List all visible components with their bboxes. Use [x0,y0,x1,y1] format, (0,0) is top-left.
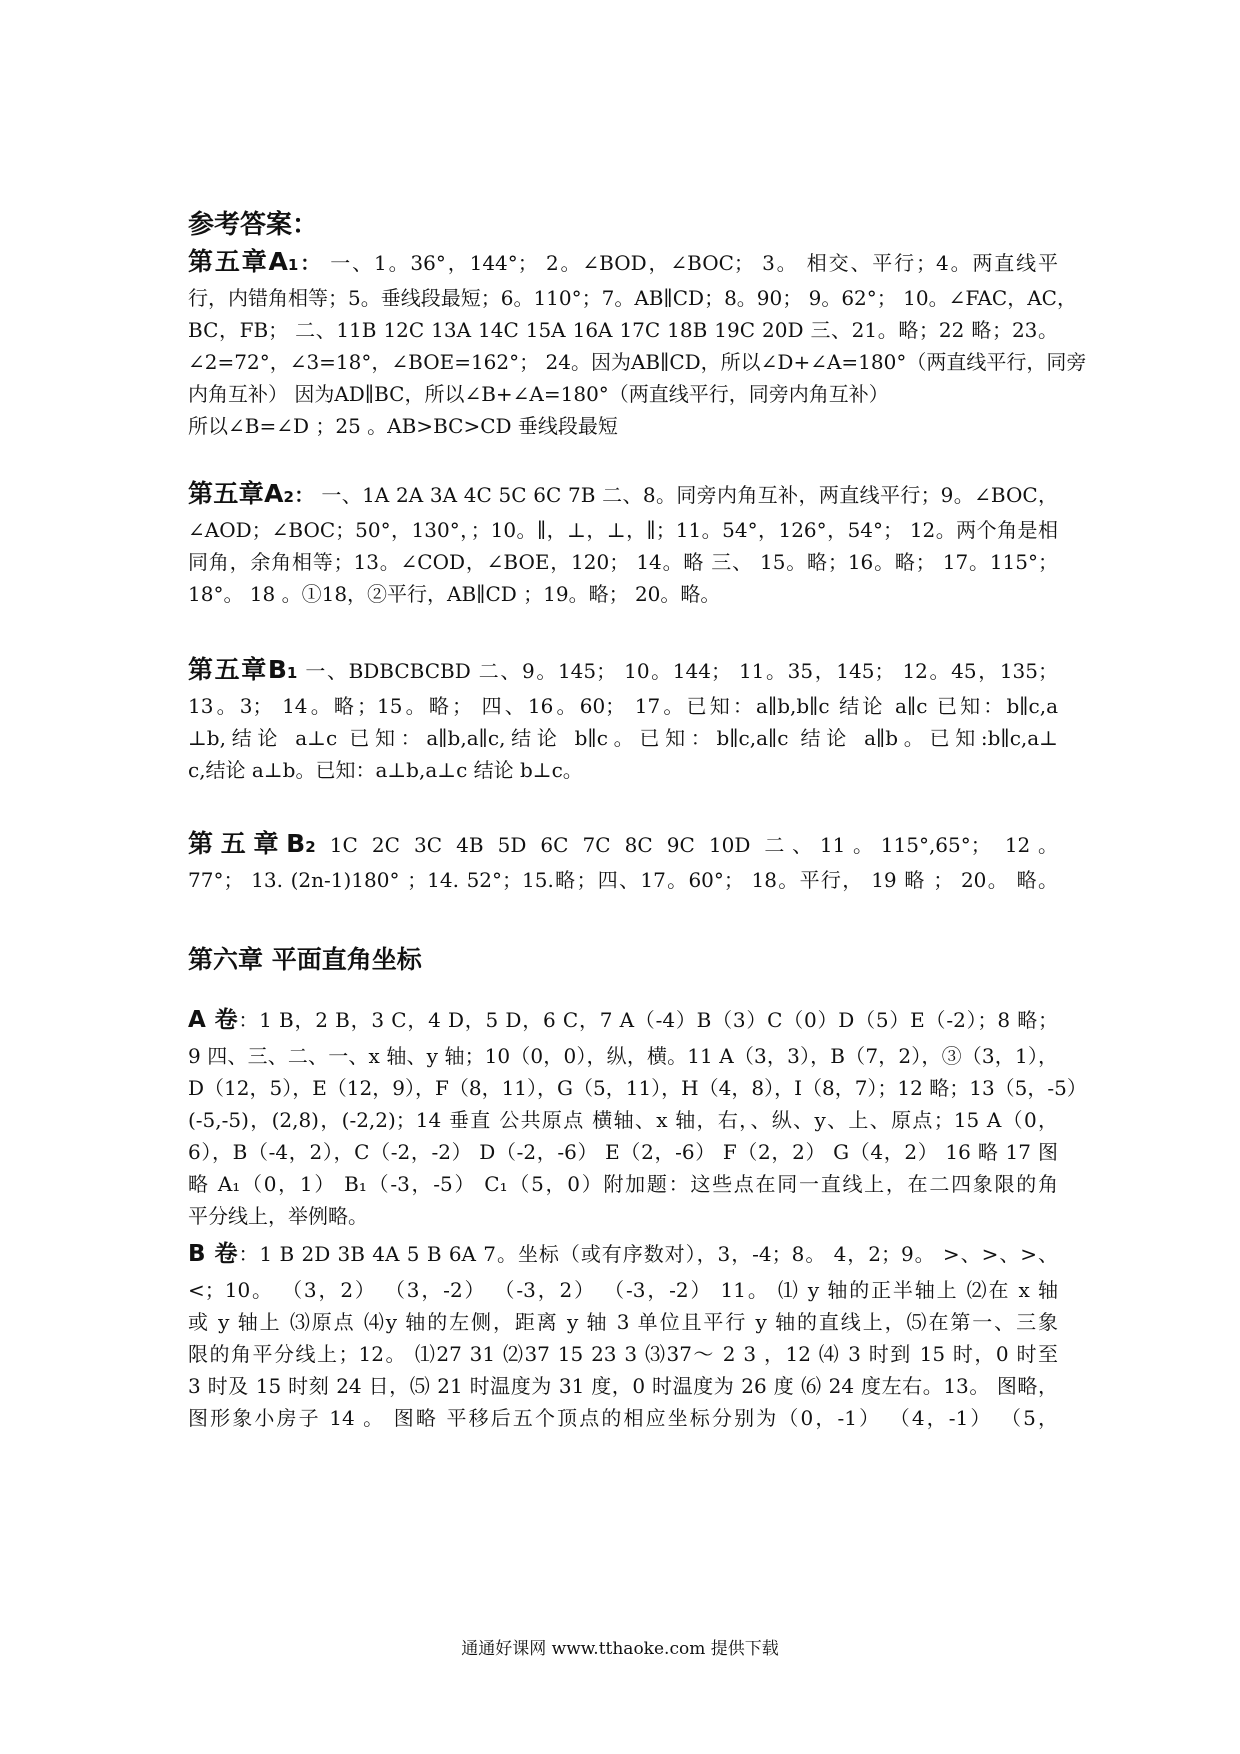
section-chapter5-a2 [188,474,1058,610]
section-line: D（12，5），E（12，9），F（8，11），G（5，11），H（4，8），I（8，7）；12 略；13（5，-5） [188,1076,1087,1100]
section-line: 图形象小房子 14 。 图略 平移后五个顶点的相应坐标分别为（0，-1） （4，-1） （5， [188,1406,1058,1430]
section-line: 6），B（-4，2），C（-2，-2） D（-2，-6） E（2，-6） F（2，2） G（4，2） 16 略 17 图 [188,1140,1058,1164]
section-heading-colon: ： [293,483,315,507]
section-line: 同角，余角相等；13。∠COD，∠BOE，120； 14。略 三、 15。略；16。略； 17。115°； [188,550,1058,574]
section-line: <；10。 （3，2） （3，-2） （-3，2） （-3，-2） 11。 ⑴ y 轴的正半轴上 ⑵在 x 轴 [188,1278,1058,1302]
section-label: B 卷 [188,1241,239,1267]
section-line: c,结论 a⊥b。已知：a⊥b,a⊥c 结论 b⊥c。 [188,758,583,782]
section-line: 所以∠B=∠D ；25 。AB>BC>CD 垂线段最短 [188,414,618,438]
page-footer: 通通好课网 www.tthaoke.com 提供下载 [461,1639,779,1659]
section-chapter6-b [188,1234,1058,1434]
section-text: 1C 2C 3C 4B 5D 6C 7C 8C 9C 10D 二、11。115°,65°； 12。 [329,833,1059,857]
section-line: 77°； 13. (2n-1)180° ；14. 52°；15.略；四、17。60°； 18。平行， 19 略 ； 20。 略。 [188,868,1058,892]
section-text: 一、1。36°，144°； 2。∠BOD，∠BOC； 3。 相交、平行；4。两直线平 [330,251,1059,275]
section-line [188,474,1058,514]
section-line [188,1000,1058,1040]
section-heading: 第五章A [188,479,284,508]
section-chapter6-a [188,1000,1087,1232]
section-line: 平分线上，举例略。 [188,1204,368,1228]
section-line [188,1234,1058,1274]
section-heading-sub: 2 [283,488,294,506]
section-chapter5-a1 [188,242,1087,442]
section-heading: 第五章B [188,655,287,684]
section-line [188,650,1058,690]
section-chapter5-b1 [188,650,1058,786]
section-line: 限的角平分线上；12。 ⑴27 31 ⑵37 15 23 3 ⑶37～ 2 3 ，12 ⑷ 3 时到 15 时，0 时至 [188,1342,1058,1366]
section-heading: 第五章A [188,247,288,276]
section-line: (-5,-5)，(2,8)，(-2,2)；14 垂直 公共原点 横轴、x 轴，右，、纵、y、上、原点；15 A（0， [188,1108,1058,1132]
section-chapter5-b2 [188,824,1058,896]
section-line [188,824,1058,864]
section-text: 一、1A 2A 3A 4C 5C 6C 7B 二、8。同旁内角互补，两直线平行；9。∠BOC， [321,483,1059,507]
section-text: ：1 B，2 B，3 C，4 D，5 D，6 C，7 A（-4）B（3）C（0）D（5）E（-2）；8 略； [238,1008,1058,1032]
section-line: 13。3； 14。略；15。略； 四、16。60； 17。已知：a∥b,b∥c 结论 a∥c 已知：b∥c,a [188,694,1058,718]
section-text: 一、BDBCBCBD 二、9。145； 10。144； 11。35，145； 12。45，135； [305,659,1059,683]
chapter6-heading: 第六章 平面直角坐标 [188,945,422,974]
section-heading-sub: 1 [287,256,299,274]
section-line: BC，FB； 二、11B 12C 13A 14C 15A 16A 17C 18B 19C 20D 三、21。略；22 略；23。 [188,318,1058,342]
section-heading-sub: 1 [286,664,298,682]
section-line: 内角互补） 因为AD∥BC，所以∠B+∠A=180°（两直线平行，同旁内角互补） [188,382,889,406]
section-line [188,242,1058,282]
section-line: ∠2=72°，∠3=18°，∠BOE=162°； 24。因为AB∥CD，所以∠D+∠A=180°（两直线平行，同旁 [188,350,1087,374]
section-heading-colon: ： [298,251,323,275]
section-line: 9 四、三、二、一、x 轴、y 轴；10（0，0），纵，横。11 A（3，3），B（7，2），③（3，1）， [188,1044,1058,1068]
section-line: 略 A₁（0，1） B₁（-3，-5） C₁（5，0）附加题：这些点在同一直线上，在二四象限的角 [188,1172,1058,1196]
section-heading-sub: 2 [305,838,316,856]
section-line: 18°。 18 。①18，②平行，AB∥CD ；19。略； 20。略。 [188,582,721,606]
section-line: 或 y 轴上 ⑶原点 ⑷y 轴的左侧，距离 y 轴 3 单位且平行 y 轴的直线上，⑸在第一、三象 [188,1310,1058,1334]
section-text: ：1 B 2D 3B 4A 5 B 6A 7。坐标（或有序数对），3，-4；8。 4，2；9。 >、>、>、 [238,1242,1058,1266]
section-label: A 卷 [188,1007,239,1033]
section-line: ∠AOD；∠BOC；50°，130°，；10。∥，⊥，⊥，∥；11。54°，126°，54°； 12。两个角是相 [188,518,1058,542]
page-title: 参考答案： [188,210,319,240]
section-line: 3 时及 15 时刻 24 日，⑸ 21 时温度为 31 度，0 时温度为 26 度 ⑹ 24 度左右。13。 图略， [188,1374,1058,1398]
section-heading: 第五章B [188,829,306,858]
section-line: ⊥b,结论 a⊥c 已知：a∥b,a∥c,结论 b∥c。已知：b∥c,a∥c 结论 a∥b。已知:b∥c,a⊥ [188,726,1058,750]
section-line: 行，内错角相等；5。垂线段最短；6。110°；7。AB∥CD；8。90； 9。62°； 10。∠FAC，AC， [188,286,1077,310]
